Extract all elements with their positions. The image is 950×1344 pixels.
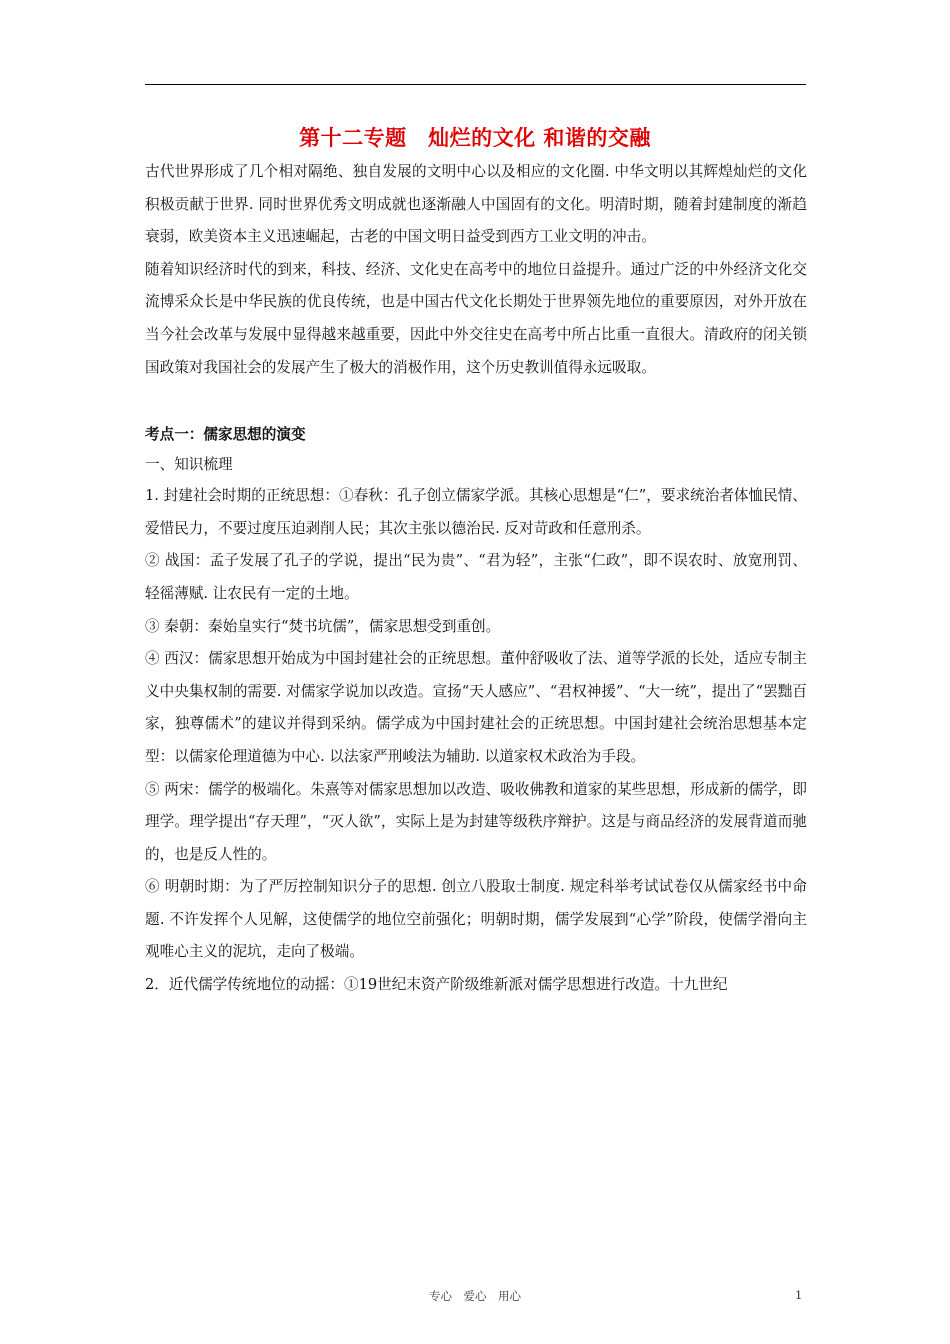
sub-heading: 一、知识梳理 [145,456,233,474]
intro-paragraph-1: 古代世界形成了几个相对隔绝、独自发展的文明中心以及相应的文化圈. 中华文明以其辉煌灿烂的文化积极贡献于世界. 同时世界优秀文明成就也逐渐融人中国固有的文化。明清时期，随着封建制度的渐趋衰弱，欧美资本主义迅速崛起，古老的中国文明日益受到西方工业文明的冲击。 [145,163,807,246]
section-heading: 考点一：儒家思想的演变 [145,426,306,444]
page-number: 1 [795,1288,803,1302]
body-paragraph-3: ③ 秦朝：秦始皇实行“焚书坑儒”，儒家思想受到重创。 [145,617,501,635]
body-paragraph-6: ⑥ 明朝时期：为了严厉控制知识分子的思想. 创立八股取士制度. 规定科举考试试卷仅从儒家经书中命题. 不许发挥个人见解，这使儒学的地位空前强化；明朝时期，儒学发展到“心学”阶段，使儒学滑向主观唯心主义的泥坑，走向了极端。 [145,878,807,961]
body-paragraph-4: ④ 西汉：儒家思想开始成为中国封建社会的正统思想。董仲舒吸收了法、道等学派的长处，适应专制主义中央集权制的需要. 对儒家学说加以改造。宣扬“天人感应”、“君权神援”、“大一统”，提出了“罢黜百家，独尊儒术”的建议并得到采纳。儒学成为中国封建社会的正统思想。中国封建社会统治思想基本定型：以儒家伦理道德为中心. 以法家严刑峻法为辅助. 以道家权术政治为手段。 [145,650,807,765]
body-paragraph-2: ② 战国：孟子发展了孔子的学说，提出“民为贵”、“君为轻”，主张“仁政”，即不误农时、放宽刑罚、轻徭薄赋. 让农民有一定的土地。 [145,552,807,602]
document-body [145,156,807,1002]
footer-text: 专心 爱心 用心 [429,1289,521,1303]
body-paragraph-1: 1. 封建社会时期的正统思想：①春秋：孔子创立儒家学派。其核心思想是“仁”，要求统治者体恤民情、爱惜民力，不要过度压迫剥削人民；其次主张以德治民. 反对苛政和任意刑杀。 [145,487,807,537]
intro-paragraph-2: 随着知识经济时代的到来，科技、经济、文化史在高考中的地位日益提升。通过广泛的中外经济文化交流博采众长是中华民族的优良传统，也是中国古代文化长期处于世界领先地位的重要原因，对外开放在当今社会改革与发展中显得越来越重要，因此中外交往史在高考中所占比重一直很大。清政府的闭关锁国政策对我国社会的发展产生了极大的消极作用，这个历史教训值得永远吸取。 [145,260,807,376]
header-rule [145,84,806,85]
body-paragraph-5: ⑤ 两宋：儒学的极端化。朱熹等对儒家思想加以改造、吸收佛教和道家的某些思想，形成新的儒学，即理学。理学提出“存天理”，“灭人欲”，实际上是为封建等级秩序辩护。这是与商品经济的发展背道而驰的，也是反人性的。 [145,780,807,863]
body-paragraph-7: 2．近代儒学传统地位的动摇：①19世纪末资产阶级维新派对儒学思想进行改造。十九世纪 [145,976,728,994]
document-title: 第十二专题 灿烂的文化 和谐的交融 [299,125,651,150]
section-spacer [145,384,807,420]
